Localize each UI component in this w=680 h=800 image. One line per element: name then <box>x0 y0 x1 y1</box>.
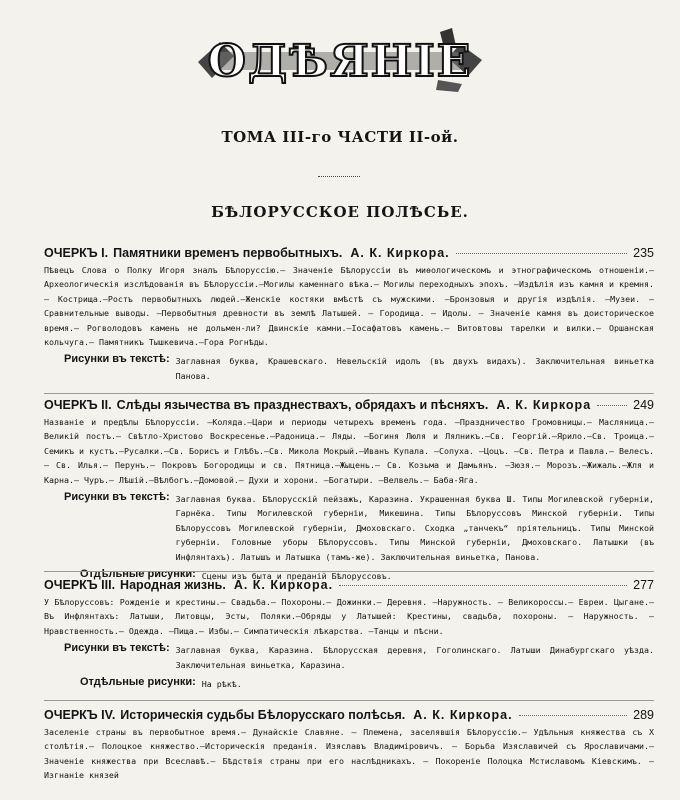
chapter-heading[interactable] <box>44 246 654 260</box>
section-rule <box>44 393 654 394</box>
chapter-heading[interactable] <box>44 708 654 722</box>
section-rule <box>44 700 654 701</box>
illustrations-label: Рисунки въ текстѣ: <box>64 491 170 504</box>
leader-dots <box>519 715 628 716</box>
chapter-title: Слѣды язычества въ празднествахъ, обрядахъ и пѣсняхъ. <box>116 398 489 412</box>
title-banner <box>190 22 490 100</box>
divider <box>318 176 360 177</box>
chapter-page-number: 249 <box>633 398 654 412</box>
banner-title: ОДѢЯНІЕ <box>207 35 473 87</box>
illustrations-list: Заглавная буква. Бѣлорусскій пейзажъ, Каразина. Украшенная буква Ш. Типы Могилевской губерніи, Гарнёка. Типы Могилевской губерніи, Микешина. Типы Бѣлоруссовъ Минской губерніи. Типы Бѣлоруссовъ Могилевской губерніи, Дмоховскаго. Сходка „танчекъ“ пріятельницъ. Типы Минской губерніи. Головные уборы Бѣлоруссовъ. Типы Минской губерніи, Дмоховскаго. Латышки (въ Инфлянтахъ). Латышъ и Латышка (тамъ-же). Заключительная виньетка, Панова. <box>175 494 654 562</box>
chapter-entry <box>44 246 654 383</box>
chapter-heading[interactable] <box>44 578 654 592</box>
chapter-entry <box>44 578 654 691</box>
illustrations-block <box>64 353 654 383</box>
chapter-number: ОЧЕРКЪ I. <box>44 246 109 260</box>
chapter-number: ОЧЕРКЪ IV. <box>44 708 116 722</box>
chapter-number: ОЧЕРКЪ III. <box>44 578 116 592</box>
section-title: БѢЛОРУССКОЕ ПОЛѢСЬЕ. <box>211 203 469 221</box>
illustrations-block <box>64 491 654 564</box>
extra-illustrations-list: Сцены изъ быта и преданій Бѣлоруссовъ. <box>201 571 392 582</box>
chapter-page-number: 277 <box>633 578 654 592</box>
chapter-number: ОЧЕРКЪ II. <box>44 398 112 412</box>
illustrations-label: Рисунки въ текстѣ: <box>64 642 170 655</box>
illustrations-list: Заглавная буква, Каразина. Бѣлорусская деревня, Гоголинскаго. Латыши Динабургскаго уѣзда. Заключительная виньетка, Каразина. <box>175 645 654 670</box>
section-rule <box>44 571 654 572</box>
chapter-entry <box>44 398 654 583</box>
illustrations-list: Заглавная буква, Крашевскаго. Невельскій идолъ (въ двухъ видахъ). Заключительная виньетка Панова. <box>175 356 654 381</box>
illustrations-block <box>64 642 654 672</box>
volume-title: ТОМА III-го ЧАСТИ II-ой. <box>221 128 459 146</box>
extra-illustrations-label: Отдѣльные рисунки: <box>80 676 196 689</box>
leader-dots <box>339 585 627 586</box>
chapter-author: А. К. Киркора. <box>413 708 513 722</box>
extra-illustrations-label: Отдѣльные рисунки: <box>80 568 196 581</box>
extra-illustrations-block <box>80 676 654 691</box>
extra-illustrations-list: На рѣкѣ. <box>201 679 242 690</box>
illustrations-label: Рисунки въ текстѣ: <box>64 353 170 366</box>
chapter-description: У Бѣлоруссовъ: Рожденіе и крестины.— Свадьба.— Похороны.— Дожинки.— Деревня. —Наружность. — Великороссы.— Евреи. Цыгане.— Въ Инфлянтахъ: Латыши, Литовцы, Эсты, Поляки.—Обряды у Латышей: Крестины, свадьба, похороны. — Наружность. — Нравственность.— Одежда. —Пища.— Избы.— Симпатическія лѣкарства. —Танцы и пѣсни. <box>44 597 654 636</box>
leader-dots <box>456 253 627 254</box>
chapter-description: Заселеніе страны въ первобытное время.— Дунайскіе Славяне. — Племена, заселявшія Бѣлоруссію.— Удѣльныя княжества съ X столѣтія.— Полоцкое княжество.—Историческія преданія. Изяславъ Владиміровичъ. — Борьба Изяславичей съ Ярославичами.— Значеніе княжества при Всеславѣ.— Бѣдствія страны при его наслѣдникахъ. — Покореніе Полоцка Мстиславомъ Кіевскимъ. — Изгнаніе князей <box>44 727 654 781</box>
chapter-page-number: 235 <box>633 246 654 260</box>
chapter-author: А. К. Киркора <box>496 398 592 412</box>
leader-dots <box>597 405 627 406</box>
chapter-author: А. К. Киркора. <box>350 246 450 260</box>
chapter-description: Названіе и предѣлы Бѣлоруссіи. —Коляда.—Цари и периоды четырехъ временъ года. —Праздничество Громовницы.— Масляница.— Великій постъ.— Свѣтло-Христово Воскресенье.—Радоница.— Ляды. —Богиня Люля и Лялникъ.—Св. Георгій.—Ярило.—Св. Троица.—Семикъ и кустъ.—Русалки.—Св. Борисъ и Глѣбъ.—Св. Микола Мокрый.—Иванъ Купала. —Сопуха. —Цоцъ. —Св. Петра и Павла.— Велесъ.— Св. Илья.— Перунъ.— Покровъ Богородицы и св. Пятница.—Жыцень.— Св. Козьма и Дамьянъ. —Зюзя.— Морозъ.—Жижаль.—Жля и Карна.— Чуръ.— Лѣшій.—Вѣлбогъ.—Домовой.— Духи и хорони. —Богатыри. —Велвель.— Баба-Яга. <box>44 417 654 485</box>
chapter-author: А. К. Киркора. <box>233 578 334 592</box>
chapter-title: Памятники временъ первобытныхъ. <box>113 246 343 260</box>
chapter-entry <box>44 708 654 783</box>
chapter-heading[interactable] <box>44 398 654 412</box>
chapter-title: Народная жизнь. <box>120 578 226 592</box>
chapter-title: Историческія судьбы Бѣлорусскаго полѣсья. <box>120 708 406 722</box>
chapter-description: Пѣвецъ Слова о Полку Игоря зналъ Бѣлоруссію.— Значеніе Бѣлоруссіи въ миѳологическомъ и этнографическомъ отношеніи.— Археологическія изслѣдованія въ Бѣлоруссіи.—Могилы каменнаго вѣка.— Могилы переходныхъ эпохъ. —Издѣлія изъ камня и кремня.— Кострища.—Ростъ первобытныхъ людей.—Женскіе костяки вмѣстѣ съ мужскими. —Бронзовыя и другія издѣлія. —Музеи. —Сравнительные выводы. —Первобытныя древности въ землѣ Латышей. — Городища. — Идолы. — Значеніе камня въ доисторическое время.— Рогволодовъ камень не дольмен-ли? Двинскіе камни.—Іосафатовъ камень.— Витовтовы тарелки и вилки.— Оршанская кольчуга.— Памятникъ Тышкевича.—Гора Рогнѣды. <box>44 265 654 348</box>
chapter-page-number: 289 <box>633 708 654 722</box>
